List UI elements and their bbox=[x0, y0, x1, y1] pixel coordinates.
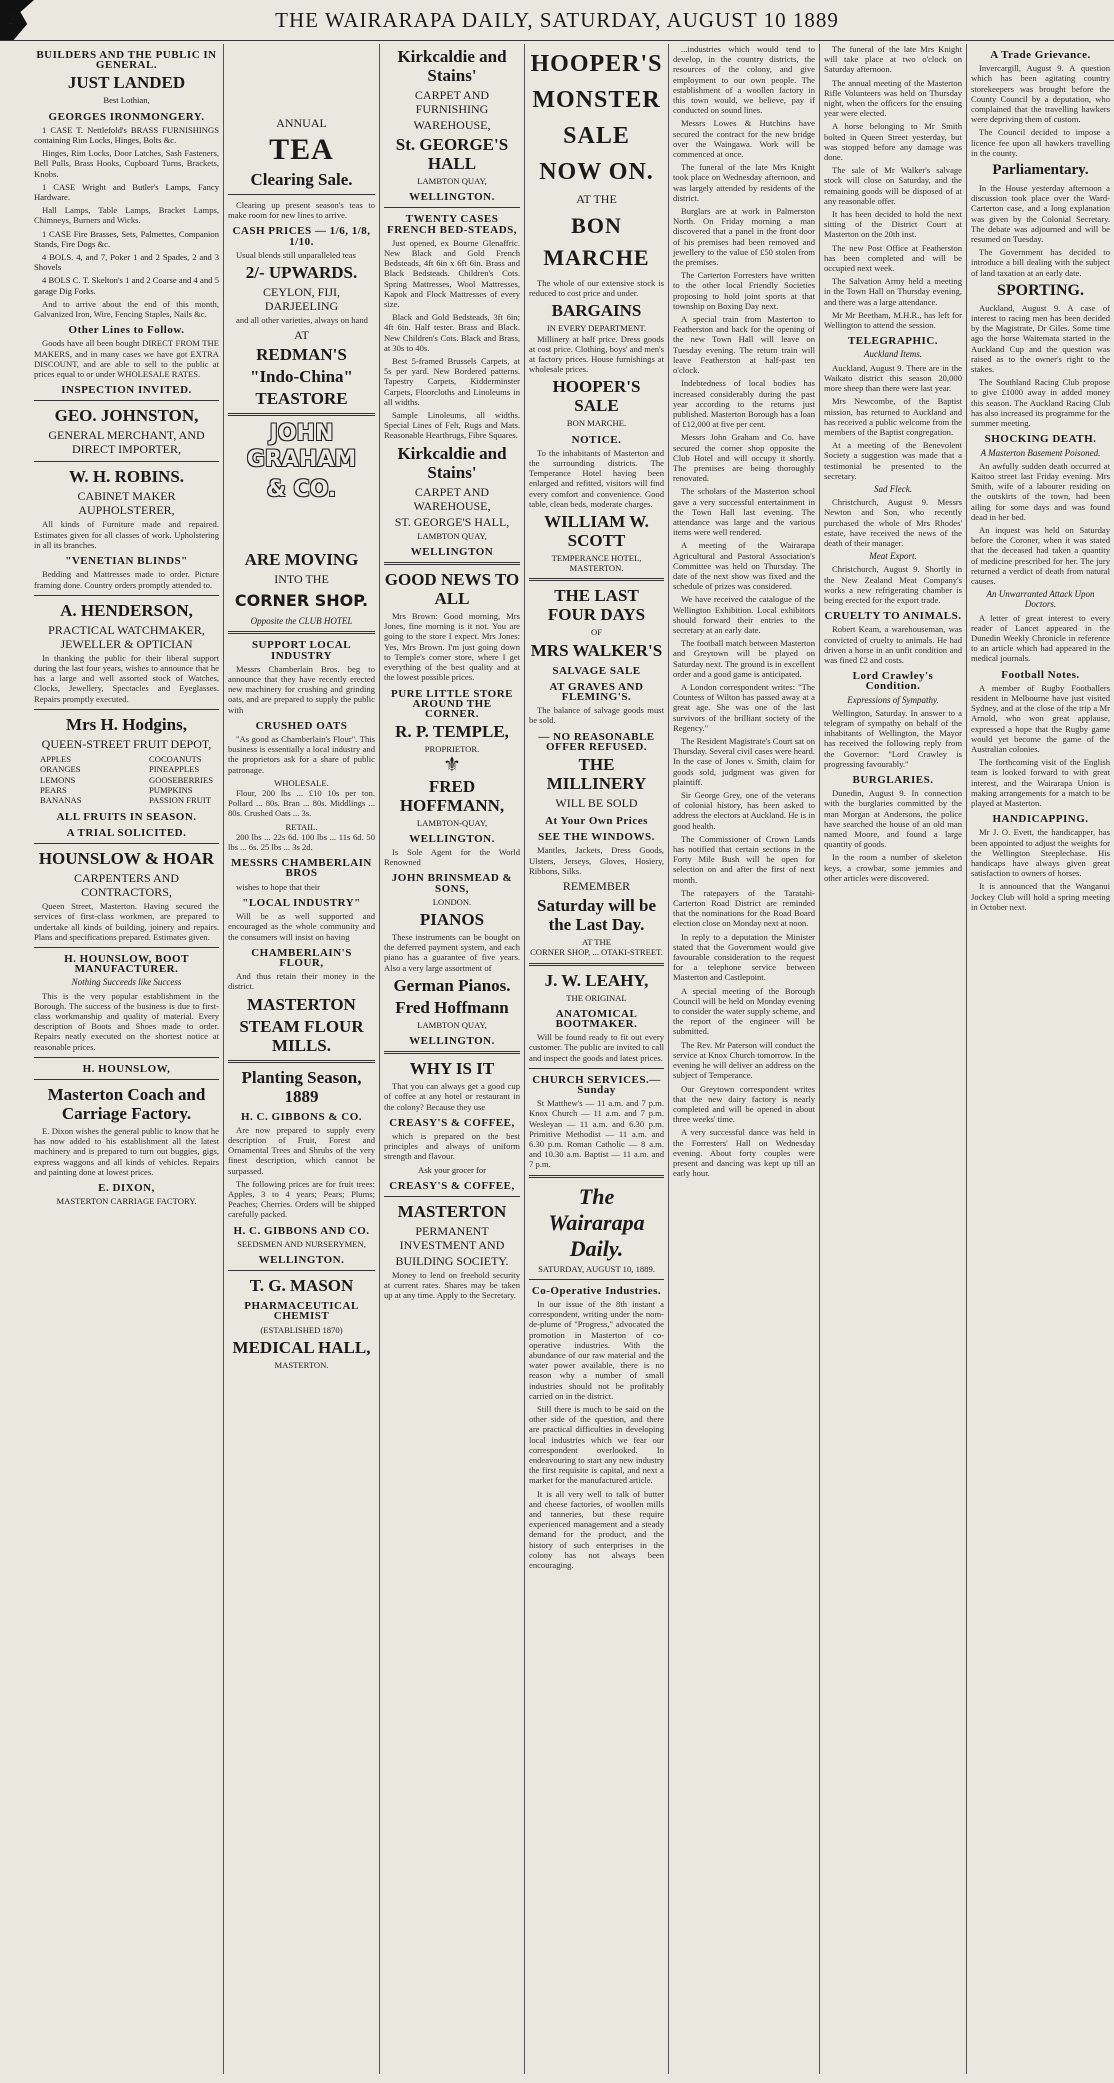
filler-text: Queen Street, Masterton. Having secured the services of first-class workmen, are prepared to undertake all kinds of building, joinery and repairs. Plans and specifications prepared. Estimates given. bbox=[34, 901, 219, 942]
masterton-label: MASTERTON bbox=[397, 1201, 507, 1221]
filler-text: Usual blends still unparalleled teas bbox=[236, 249, 356, 260]
scott-sub: TEMPERANCE HOTEL, bbox=[551, 553, 642, 564]
filler-text: The forthcoming visit of the English team is looked forward to with great interest, and the Wairarapa Union is making arrangements for a match to be played at Masterton. bbox=[971, 757, 1110, 808]
of-label: OF bbox=[591, 627, 602, 638]
are-moving: ARE MOVING bbox=[244, 550, 359, 570]
filler-text: A London correspondent writes: "The Countess of Wilton has passed away at a great age. She was one of the last survivors of the brilliant society of the Regency." bbox=[673, 681, 815, 733]
hounslow-hoar: HOUNSLOW & HOAR bbox=[38, 849, 215, 869]
millinery: THE MILLINERY bbox=[546, 755, 647, 794]
filler-text: A very successful dance was held in the Forresters' Hall on Wednesday evening. About forty couples were present and dancing was kept up till an early hour. bbox=[673, 1127, 815, 1179]
fruit-item: ORANGES bbox=[40, 764, 81, 775]
filler-text: This is the very popular establishment in the Borough. The success of the business is due to first-class workmanship and quality of material. Every description of Boots and Shoes made to order. Repairs neatly executed on the shortest notice at reasonable prices. bbox=[34, 990, 219, 1052]
fruit-item: APPLES bbox=[40, 753, 72, 764]
filler-text: The ratepayers of the Taratahi-Carterton Road District are reminded that the nominations for the Road Board election close on Monday next at noon. bbox=[673, 887, 815, 929]
at-the: AT THE bbox=[576, 192, 617, 206]
filler-text: St Matthew's — 11 a.m. and 7 p.m. Knox Church — 11 a.m. and 7 p.m. Wesleyan — 11 a.m. and 6.30 p.m. Primitive Methodist — 11 a.m. and 6.30 p.m. Roman Catholic — 8 a.m. and 10.30 a.m. Baptist — 11 a.m. and 7 p.m. bbox=[529, 1098, 664, 1170]
header-rule bbox=[0, 40, 1114, 41]
parliamentary-heading: Parliamentary. bbox=[992, 162, 1089, 179]
sale-heading: SALE bbox=[563, 123, 630, 149]
filler-text: A special meeting of the Borough Council will be held on Monday evening to consider the water supply scheme, and the report of the engineer will be submitted. bbox=[673, 985, 815, 1037]
venetian-blinds: "VENETIAN BLINDS" bbox=[65, 555, 188, 568]
fruit-item: PUMPKINS bbox=[149, 784, 193, 795]
filler-text: Mr J. O. Evett, the handicapper, has been appointed to adjust the weights for the Wellington Steeplechase. His handicaps have always given great satisfaction to owners of horses. bbox=[971, 827, 1110, 879]
filler-text: A meeting of the Wairarapa Agricultural and Pastoral Association's Committee was held on Thursday. The date of the next show was fixed and the schedule of prizes was considered. bbox=[673, 540, 815, 592]
case-item: 1 CASE Wright and Butler's Lamps, Fancy Hardware. bbox=[34, 181, 219, 203]
filler-text: 200 lbs ... 22s 6d. 100 lbs ... 11s 6d. 50 lbs ... 6s. 25 lbs ... 3s 2d. bbox=[228, 831, 375, 853]
corner-shop: CORNER SHOP. bbox=[234, 591, 369, 611]
support-local-industry: SUPPORT LOCAL INDUSTRY bbox=[251, 639, 352, 662]
john-graham: JOHN GRAHAM bbox=[246, 421, 357, 473]
last-four-days: THE LAST FOUR DAYS bbox=[547, 586, 646, 625]
masterton-label: MASTERTON bbox=[247, 994, 356, 1014]
filler-text: An awfully sudden death occurred at Kaitoo street last Friday evening. Mrs Smith, wife of a labourer residing on the outskirts of the town, had been ailing for some days and was found dead in her bed. bbox=[971, 460, 1110, 522]
chamberlain-flour: CHAMBERLAIN'S FLOUR, bbox=[251, 946, 352, 969]
filler-text: The Rev. Mr Paterson will conduct the service at Knox Church tomorrow. In the evening he will deliver an address on the subject of Temperance. bbox=[673, 1039, 815, 1081]
fruit-item: LEMONS bbox=[40, 774, 76, 785]
filler-text: The scholars of the Masterton school gave a very successful entertainment in the Town Hall last evening. The attendance was large and the various items were well rendered. bbox=[673, 486, 815, 538]
filler-text: We have received the catalogue of the Wellington Exhibition. Local exhibitors should forward their entries to the secretary at an early date. bbox=[673, 594, 815, 635]
filler-text: Invercargill, August 9. A question which has been agitating country storekeepers was brought before the County Council by a deputation, who complained that the travelling hawkers were depriving them of custom. bbox=[971, 63, 1110, 125]
burglaries-heading: BURGLARIES. bbox=[852, 774, 934, 786]
church-services: CHURCH SERVICES.—Sunday bbox=[532, 1073, 661, 1096]
bon-marche-2: BON MARCHE. bbox=[566, 418, 627, 429]
mason-estab: (ESTABLISHED 1870) bbox=[260, 1324, 343, 1335]
best-lothian: Best Lothian, bbox=[103, 95, 150, 106]
filler-text: Black and Gold Bedsteads, 3ft 6in; 4ft 6in. Half tester. Brass and Black. New Children's Cots. Black and Brass, at 30s to 40s. bbox=[384, 312, 520, 353]
filler-text: Christchurch, August 9. Messrs Newton and Son, who recently purchased the whole of Mrs Rhodes' estate, have received the news of the death of their manager. bbox=[824, 497, 962, 548]
pure-little-store: PURE LITTLE STORE AROUND THE CORNER. bbox=[390, 687, 513, 720]
column-6 bbox=[820, 44, 966, 2074]
sad-fleck: Sad Fleck. bbox=[874, 483, 912, 494]
filler-text: The Council decided to impose a licence fee upon all hawkers travelling in the county. bbox=[971, 127, 1110, 158]
column-3 bbox=[380, 44, 524, 2074]
hoffmann-sub: LAMBTON-QUAY, bbox=[416, 817, 488, 828]
filler-text: The Carterton Forresters have written to the other local Friendly Societies proposing to hold joint sports at that township on Boxing Day next. bbox=[673, 270, 815, 311]
filler-text: A horse belonging to Mr Smith bolted in Queen Street yesterday, but was stopped before any damage was done. bbox=[824, 121, 962, 163]
filler-text: Is Sole Agent for the World Renowned bbox=[384, 846, 520, 868]
column-7 bbox=[967, 44, 1114, 2074]
trade-grievance: A Trade Grievance. bbox=[990, 49, 1091, 61]
filler-text: Goods have all been bought DIRECT FROM THE MAKERS, and in many cases we have got EXTRA DISCOUNT, and are able to sell to the public at prices equal to or under WHOLESALE RATES. bbox=[34, 338, 219, 380]
clearing-sale: Clearing Sale. bbox=[250, 170, 353, 189]
fred-hoffmann: Fred Hoffmann bbox=[395, 997, 509, 1017]
filler-text: Hinges, Rim Locks, Door Latches, Sash Fasteners, Bell Pulls, Brass Hooks, Cupboard Turns, Brackets, Knobs. bbox=[34, 148, 219, 179]
filler-text: The balance of salvage goods must be sold. bbox=[529, 705, 664, 726]
newspaper-title: THE WAIRARAPA DAILY, SATURDAY, AUGUST 10 1889 bbox=[275, 8, 839, 32]
filler-text: Messrs Lowes & Hutchins have secured the contract for the new bridge over the Waingawa. Work will be commenced at once. bbox=[673, 118, 815, 160]
royal-arms-emblem: ⚜ bbox=[443, 754, 461, 777]
creasy-coffee-2: CREASY'S & COFFEE, bbox=[389, 1179, 515, 1192]
builders-heading: BUILDERS AND THE PUBLIC IN GENERAL. bbox=[36, 49, 217, 72]
scott-town: MASTERTON. bbox=[569, 563, 624, 574]
fruit-item: PASSION FRUIT bbox=[149, 795, 212, 806]
filler-text: Christchurch, August 9. Shortly in the New Zealand Meat Company's works a new refrigerating chamber is being erected for the export trade. bbox=[824, 564, 962, 605]
filler-text: In the House yesterday afternoon a discussion took place over the Ward-Carterton case, and a long explanation was given by the Colonial Secretary. The debate was adjourned and will be resumed on Tuesday. bbox=[971, 183, 1110, 245]
ask-grocer: Ask your grocer for bbox=[417, 1164, 486, 1175]
own-prices: At Your Own Prices bbox=[545, 815, 648, 828]
will-be-sold: WILL BE SOLD bbox=[555, 796, 638, 811]
filler-text: And thus retain their money in the district. bbox=[228, 971, 375, 992]
filler-text: To the inhabitants of Masterton and the surrounding districts. The Temperance Hotel having been enlarged and refitted, visitors will find every comfort and convenience. Good table, clean beds, moderate charges. bbox=[529, 447, 664, 509]
fred-sub: LAMBTON QUAY, bbox=[417, 1019, 487, 1030]
filler-text: wishes to hope that their bbox=[236, 881, 321, 892]
filler-text: Burglars are at work in Palmerston North. On Friday morning a man discovered that a panel in the front door of his premises had been removed and jewellery to the value of £50 stolen from the premises. bbox=[673, 206, 815, 268]
filler-text: It is all very well to talk of butter and cheese factories, of woollen mills and tanneries, but these require experienced management and a steady demand for the product, and the history of such enterprises in the colony has not always been encouraging. bbox=[529, 1488, 664, 1571]
filler-text: In the room a number of skeleton keys, a crowbar, some jemmies and other articles were discovered. bbox=[824, 852, 962, 883]
filler-text: The Salvation Army held a meeting in the Town Hall on Thursday evening, and there was a large attendance. bbox=[824, 276, 962, 307]
filler-text: Will be found ready to fit out every customer. The public are invited to call and inspect the goods and latest prices. bbox=[529, 1032, 664, 1063]
graves-fleming: AT GRAVES AND FLEMING'S. bbox=[549, 680, 644, 704]
filler-text: And to arrive about the end of this month, Galvanized Iron, Wire, Fencing Staples, Nails &c. bbox=[34, 298, 219, 320]
basement-poisoned: A Masterton Basement Poisoned. bbox=[980, 447, 1101, 458]
filler-text: Indebtedness of local bodies has increased considerably during the past year according to the returns just published. Masterton Borough has a loan of £12,000 at five per cent. bbox=[673, 378, 815, 430]
filler-text: Messrs Chamberlain Bros. beg to announce that they have recently erected new machinery for crushing and grinding oats, and are prepared to supply the public with bbox=[228, 663, 375, 715]
fruits-season: ALL FRUITS IN SEASON. bbox=[56, 810, 197, 823]
into-the: INTO THE bbox=[274, 572, 329, 587]
crushed-oats: CRUSHED OATS bbox=[255, 719, 348, 732]
cash-prices: CASH PRICES — 1/6, 1/8, 1/10. bbox=[232, 225, 371, 248]
good-news: GOOD NEWS TO ALL bbox=[384, 570, 520, 609]
filler-text: The new Post Office at Featherston has been completed and will be occupied next week. bbox=[824, 242, 962, 274]
filler-text: The funeral of the late Mrs Knight will take place at two o'clock on Saturday afternoon. bbox=[824, 44, 962, 75]
fruit-item: PINEAPPLES bbox=[149, 764, 200, 775]
trial-solicited: A TRIAL SOLICITED. bbox=[66, 826, 187, 839]
st-georges-hall-2: ST. GEORGE'S HALL, bbox=[394, 514, 510, 529]
at-label: AT bbox=[294, 328, 309, 343]
coop-heading: Co-Operative Industries. bbox=[531, 1284, 662, 1297]
monster-heading: MONSTER bbox=[532, 87, 661, 113]
redman-name: REDMAN'S bbox=[256, 345, 347, 365]
why-is-it: WHY IS IT bbox=[409, 1059, 495, 1079]
pianos-label: PIANOS bbox=[419, 909, 485, 929]
sporting-heading: SPORTING. bbox=[996, 281, 1084, 299]
dixon-sub: MASTERTON CARRIAGE FACTORY. bbox=[56, 1196, 197, 1207]
wellington-label-2: WELLINGTON bbox=[410, 545, 494, 558]
at-the-2: AT THE bbox=[581, 937, 612, 948]
sympathy-heading: Expressions of Sympathy. bbox=[847, 694, 939, 705]
hounslow-note: Nothing Succeeds like Success bbox=[71, 977, 182, 988]
column-2 bbox=[224, 44, 379, 2074]
filler-text: In thanking the public for their liberal support during the last four years, wishes to announce that he has a large and well assorted stock of Watches, Clocks, Jewellery, Spectacles and Eyeglasses. Repairs promptly executed. bbox=[34, 652, 219, 704]
hodgins-sub: QUEEN-STREET FRUIT DEPOT, bbox=[41, 736, 212, 751]
filler-text: An inquest was held on Saturday before the Coroner, when it was stated that the deceased had taken a quantity of medicine prescribed for her. The jury returned a verdict of death from natural causes. bbox=[971, 524, 1110, 586]
unwarranted-attack: An Unwarranted Attack Upon Doctors. bbox=[986, 589, 1095, 610]
steam-flour-mills: STEAM FLOUR MILLS. bbox=[239, 1016, 364, 1055]
gibbons-name: H. C. GIBBONS AND CO. bbox=[233, 1224, 370, 1237]
carpet-label-2: CARPET AND WAREHOUSE, bbox=[413, 484, 491, 513]
case-item: 1 CASE T. Nettlefold's BRASS FURNISHINGS containing Rim Locks, Hinges, Bolts &c. bbox=[34, 124, 219, 146]
annual-label: ANNUAL bbox=[276, 116, 327, 130]
henderson-sub: PRACTICAL WATCHMAKER, JEWELLER & OPTICIAN bbox=[48, 622, 205, 651]
other-lines-heading: Other Lines to Follow. bbox=[68, 324, 185, 337]
filler-text: Best 5-framed Brussels Carpets, at 5s per yard. New Bordered patterns. Tapestry Carpets, Kidderminster Carpets, Floorcloths and Linoleums in all widths. bbox=[384, 356, 520, 407]
retail-label: RETAIL. bbox=[285, 821, 318, 832]
leahy-sub: THE ORIGINAL bbox=[566, 992, 627, 1003]
newspaper-header bbox=[0, 0, 1114, 40]
lambton-quay: LAMBTON QUAY, bbox=[417, 176, 487, 186]
inspection-invited: INSPECTION INVITED. bbox=[61, 384, 192, 397]
filler-text: The following prices are for fruit trees: Apples, 3 to 4 years; Pears; Plums; Peaches; Cherries. Orders will be shipped carefully packed. bbox=[228, 1178, 375, 1220]
teastore: TEASTORE bbox=[255, 389, 348, 409]
case-item: 4 BOLS C. T. Skelton's 1 and 2 Coarse and 4 and 5 garage Dig Forks. bbox=[34, 275, 219, 296]
german-pianos: German Pianos. bbox=[393, 975, 511, 995]
filler-text: Auckland, August 9. A case of interest to racing men has been decided by the Magistrate, Dr Giles. Some time ago the horse Waitemata started in the Auckland Cup and the question was raised as to the owner's right to the stakes. bbox=[971, 302, 1110, 375]
hounslow-name: H. HOUNSLOW, bbox=[82, 1062, 171, 1075]
mason-name: T. G. MASON bbox=[249, 1276, 354, 1296]
carpet-label: CARPET AND FURNISHING bbox=[414, 88, 490, 116]
medical-hall: MEDICAL HALL, bbox=[232, 1337, 371, 1357]
filler-text: It is announced that the Wanganui Jockey Club will hold a spring meeting in October next. bbox=[971, 881, 1110, 912]
temple-name: R. P. TEMPLE, bbox=[395, 722, 509, 742]
filler-text: Mr Mr Beetham, M.H.R., has left for Wellington to attend the session. bbox=[824, 309, 962, 331]
brinsmead: JOHN BRINSMEAD & SONS, bbox=[391, 872, 513, 895]
johnston-sub: GENERAL MERCHANT, AND DIRECT IMPORTER, bbox=[48, 428, 205, 457]
creasy-coffee: CREASY'S & COFFEE, bbox=[389, 1116, 515, 1129]
filler-text: These instruments can be bought on the deferred payment system, and each piano has a guarantee of five years. Also a very large assortment of bbox=[384, 931, 520, 973]
masthead: The Wairarapa Daily. bbox=[548, 1183, 645, 1261]
opposite-club: Opposite the CLUB HOTEL bbox=[250, 616, 353, 627]
filler-text: The football match between Masterton and Greytown will be played on Saturday next. The ground is in excellent order and a good game is anticipated. bbox=[673, 638, 815, 679]
filler-text: Messrs John Graham and Co. have secured the corner shop opposite the Club Hotel and will occupy it shortly. The premises are being thoroughly renovated. bbox=[673, 432, 815, 484]
john-graham-co: & CO. bbox=[266, 477, 337, 503]
kirkcaldie-heading: Kirkcaldie and Stains' bbox=[397, 47, 507, 85]
masterton-coach: Masterton Coach and Carriage Factory. bbox=[47, 1085, 206, 1123]
handicapping-heading: HANDICAPPING. bbox=[992, 813, 1089, 826]
filler-text: Mantles, Jackets, Dress Goods, Ulsters, Jerseys, Gloves, Hosiery, Ribbons, Silks. bbox=[529, 845, 664, 876]
mason-pharm: PHARMACEUTICAL CHEMIST bbox=[244, 1300, 359, 1323]
remember: REMEMBER bbox=[562, 879, 631, 894]
filler-text: Our Greytown correspondent writes that the new dairy factory is nearly completed and will be opened in about three weeks' time. bbox=[673, 1083, 815, 1125]
filler-text: In our issue of the 8th instant a correspondent, writing under the nom-de-plume of "Progress," advocated the promotion in Masterton of co-operative industries. With the abundance of our raw material and the water power available, there is no reason why a number of small industries should not be profitably carried on in the district. bbox=[529, 1298, 664, 1401]
hounslow-boot: H. HOUNSLOW, BOOT MANUFACTURER. bbox=[64, 952, 189, 976]
leahy-name: J. W. LEAHY, bbox=[544, 970, 649, 990]
filler-text: Mrs Newcombe, of the Baptist mission, has returned to Auckland and has received a public welcome from the members of the Baptist congregation. bbox=[824, 396, 962, 437]
indo-china: "Indo-China" bbox=[250, 367, 353, 387]
fred-town: WELLINGTON. bbox=[409, 1034, 495, 1047]
hoffmann-town: WELLINGTON. bbox=[409, 832, 495, 845]
wholesale-label: WHOLESALE. bbox=[274, 777, 329, 788]
dixon-name: E. DIXON, bbox=[98, 1182, 155, 1195]
filler-text: Dunedin, August 9. In connection with the burglaries committed by the man Morgan at Andersons, the police have searched the house of an old man named Moore, and found a large quantity of goods. bbox=[824, 788, 962, 850]
filler-text: It has been decided to hold the next sitting of the District Court at Masterton on the 20th inst. bbox=[824, 209, 962, 240]
shocking-death: SHOCKING DEATH. bbox=[984, 433, 1097, 446]
no-reasonable-offer: — NO REASONABLE OFFER REFUSED. bbox=[538, 730, 655, 753]
hoffmann-name: FRED HOFFMANN, bbox=[399, 776, 505, 815]
lambton-quay-2: LAMBTON QUAY, bbox=[417, 530, 487, 541]
filler-text: Bedding and Mattresses made to order. Picture framing done. Country orders promptly attended to. bbox=[34, 569, 219, 590]
twenty-cases: TWENTY CASES FRENCH BED-STEADS, bbox=[386, 213, 518, 236]
mason-town: MASTERTON. bbox=[274, 1359, 329, 1370]
notice-label: NOTICE. bbox=[571, 433, 622, 446]
st-georges-hall: St. GEORGE'S HALL bbox=[395, 135, 509, 173]
gibbons-sub: SEEDSMEN AND NURSERYMEN, bbox=[237, 1238, 366, 1249]
filler-text: "As good as Chamberlain's Flour". This business is essentially a local industry and the proprietors ask for a share of public patronage. bbox=[228, 734, 375, 775]
planting-season: Planting Season, 1889 bbox=[241, 1067, 362, 1106]
hoopers-heading: HOOPER'S bbox=[530, 51, 663, 77]
wellington-label: WELLINGTON. bbox=[409, 191, 495, 204]
masthead-date: SATURDAY, AUGUST 10, 1889. bbox=[538, 1263, 655, 1274]
filler-text: At a meeting of the Benevolent Society a suggestion was made that a testimonial be presented to the secretary. bbox=[824, 440, 962, 481]
meat-export: Meat Export. bbox=[869, 551, 917, 562]
filler-text: Auckland, August 9. There are in the Waikato district this season 20,000 more sheep than there were last year. bbox=[824, 362, 962, 394]
ironmongery-heading: GEORGES IRONMONGERY. bbox=[48, 110, 205, 123]
johnston-name: GEO. JOHNSTON, bbox=[54, 406, 199, 426]
local-industry: "LOCAL INDUSTRY" bbox=[242, 896, 361, 909]
filler-text: Wellington, Saturday. In answer to a telegram of sympathy on behalf of the inhabitants of Wellington, the Mayor has received the following reply from the Governor: "Lord Crawley is progressing favourably." bbox=[824, 707, 962, 769]
filler-text: The annual meeting of the Masterton Rifle Volunteers was held on Thursday night, when the officers for the ensuing year were elected. bbox=[824, 77, 962, 119]
page-number: 2 bbox=[8, 12, 16, 27]
filler-text: The funeral of the late Mrs Knight took place on Wednesday afternoon, and was largely attended by residents of the district. bbox=[673, 162, 815, 203]
gibbons-head: H. C. GIBBONS & CO. bbox=[240, 1110, 363, 1123]
fruit-item: GOOSEBERRIES bbox=[149, 774, 213, 785]
scott-name: WILLIAM W. SCOTT bbox=[544, 512, 649, 551]
walker-name: MRS WALKER'S bbox=[530, 640, 663, 660]
fruit-item: COCOANUTS bbox=[149, 753, 202, 764]
kirkcaldie-heading-2: Kirkcaldie and Stains' bbox=[397, 443, 507, 482]
chamberlain-bros: MESSRS CHAMBERLAIN BROS bbox=[231, 857, 372, 880]
filler-text: In reply to a deputation the Minister stated that the Government would give favourable consideration to the request for a telephone service between Masterton and Castlepoint. bbox=[673, 931, 815, 983]
filler-text: The Resident Magistrate's Court sat on Thursday. Several civil cases were heard. In the case of Jones v. Smith, claim for goods sold, judgment was given for plaintiff. bbox=[673, 736, 815, 787]
filler-text: The whole of our extensive stock is reduced to cost price and under. bbox=[529, 278, 664, 299]
football-notes: Football Notes. bbox=[1001, 668, 1080, 681]
filler-text: Mrs Brown: Good morning, Mrs Jones, fine morning is it not. You are going to the store I expect. Mrs Jones: Yes, Mrs Brown. I'm just going down to Temple's corner store, where I get everything of the best quality and at the lowest possible prices. bbox=[384, 611, 520, 683]
tea-heading: TEA bbox=[269, 133, 334, 166]
corner-shop-label: CORNER SHOP, ... OTAKI-STREET. bbox=[530, 947, 663, 958]
column-5 bbox=[669, 44, 819, 2074]
filler-text: A member of Rugby Footballers resident in Melbourne have just visited Sydney, and at the close of the trip a Mr Arnold, who won great applause, expressed a hope that the Rugby game would yet become the game of the Australian colonies. bbox=[971, 682, 1110, 754]
filler-text: Hall Lamps, Table Lamps, Bracket Lamps, Chimneys, Burners and Wicks. bbox=[34, 205, 219, 226]
saturday-last-day: Saturday will be the Last Day. bbox=[536, 896, 657, 935]
cruelty-heading: CRUELTY TO ANIMALS. bbox=[824, 610, 962, 623]
hodgins-name: Mrs H. Hodgins, bbox=[66, 714, 187, 734]
hounslow-sub: CARPENTERS AND CONTRACTORS, bbox=[73, 871, 180, 900]
hoopers-sale: HOOPER'S SALE bbox=[552, 377, 641, 416]
filler-text: That you can always get a good cup of coffee at any hotel or restaurant in the colony? Because they use bbox=[384, 1081, 520, 1112]
filler-text: Robert Keam, a warehouseman, was convicted of cruelty to animals. He had driven a horse in an unfit condition and was fined £2 and costs. bbox=[824, 624, 962, 665]
filler-text: E. Dixon wishes the general public to know that he has now added to his establishment all the latest machinery and is prepared to turn out buggies, gigs, express waggons and all kinds of vehicles. Repairs and painting done at lowest prices. bbox=[34, 1126, 219, 1177]
fruit-item: PEARS bbox=[40, 784, 67, 795]
see-windows: SEE THE WINDOWS. bbox=[538, 831, 655, 844]
filler-text: Millinery at half price. Dress goods at cost price. Clothing, boys' and men's at factory prices. House furnishings at wholesale prices. bbox=[529, 333, 664, 375]
bon-marche: BON MARCHE bbox=[543, 213, 650, 270]
case-item: 4 BOLS. 4, and 7, Poker 1 and 2 Spades, 2 and 3 Shovels bbox=[34, 252, 219, 273]
filler-text: ...industries which would tend to develop, in the country districts, the resources of the colony, and give employment to our own people. The establishment of a woollen factory in this town would, we believe, pay if conducted on sound lines. bbox=[673, 44, 815, 116]
fruit-item: BANANAS bbox=[40, 795, 82, 806]
filler-text: Clearing up present season's teas to make room for new lines to arrive. bbox=[228, 200, 375, 221]
upwards: 2/- UPWARDS. bbox=[245, 263, 358, 283]
filler-text: The sale of Mr Walker's salvage stock will close on Saturday, and the remaining goods will be disposed of at any reasonable offer. bbox=[824, 165, 962, 206]
crawley-heading: Lord Crawley's Condition. bbox=[852, 670, 934, 693]
london-label: LONDON. bbox=[432, 896, 472, 907]
permanent-investment: PERMANENT INVESTMENT AND bbox=[399, 1223, 505, 1252]
robins-sub: CABINET MAKER AUPHOLSTERER, bbox=[77, 489, 176, 518]
bargains: BARGAINS bbox=[551, 301, 642, 321]
ceylon: CEYLON, FIJI, DARJEELING bbox=[263, 285, 340, 314]
temple-sub: PROPRIETOR. bbox=[424, 744, 480, 755]
filler-text: A special train from Masterton to Featherston and back for the opening of the new Town Hall will leave on Tuesday evening. The return train will leave Featherston at half-past ten o'clock. bbox=[673, 314, 815, 376]
case-item: 1 CASE Fire Brasses, Sets, Palmettes, Companion Stands, Fire Dogs &c. bbox=[34, 228, 219, 249]
just-landed: JUST LANDED bbox=[67, 73, 186, 93]
filler-text: Money to lend on freehold security at current rates. Shares may be taken up at any time. Apply to the Secretary. bbox=[384, 1269, 520, 1301]
filler-text: Just opened, ex Bourne Glenaffric. New Black and Gold French Bedsteads, 4ft 6in x 6ft 6in. Brass and Black Bedsteads. Children's Cots. Spring Mattresses, Wool Mattresses, Kapok and Flock Mattresses of every size. bbox=[384, 237, 520, 310]
auckland-items: Auckland Items. bbox=[864, 349, 922, 360]
filler-text: Sample Linoleums, all widths. Special Lines of Felt, Rugs and Mats. Reasonable Hearthrugs, Fibre Squares. bbox=[384, 410, 520, 441]
filler-text: The Southland Racing Club propose to give £1000 away in added money this season. The Auckland Racing Club has also increased its programme for the summer meeting. bbox=[971, 377, 1110, 429]
filler-text: Sir George Grey, one of the veterans of colonial history, has been asked to address the electors at Auckland. He is in good health. bbox=[673, 790, 815, 831]
salvage-sale: SALVAGE SALE bbox=[552, 664, 641, 677]
filler-text: Flour, 200 lbs ... £10 10s per ton. Pollard ... 80s. Bran ... 80s. Middlings ... 80s. Crushed Oats ... 3s. bbox=[228, 788, 375, 819]
fruit-list bbox=[40, 754, 213, 806]
building-society: BUILDING SOCIETY. bbox=[395, 1253, 509, 1268]
warehouse-label: WAREHOUSE, bbox=[413, 118, 491, 132]
henderson-name: A. HENDERSON, bbox=[60, 600, 193, 620]
filler-text: A letter of great interest to every reader of Lancet appeared in the Dunedin Weekly Chronicle in reference to an article which had appeared in the medical journals. bbox=[971, 612, 1110, 664]
gibbons-town: WELLINGTON. bbox=[258, 1253, 345, 1266]
column-4 bbox=[525, 44, 668, 2074]
leahy-sub-2: ANATOMICAL BOOTMAKER. bbox=[555, 1007, 638, 1030]
every-department: IN EVERY DEPARTMENT. bbox=[546, 323, 647, 334]
filler-text: Will be as well supported and encouraged as the whole community and the consumers will insist on having bbox=[228, 911, 375, 942]
now-on: NOW ON. bbox=[539, 159, 654, 185]
filler-text: Still there is much to be said on the other side of the question, and there are practical difficulties in developing local industries which we fear our correspondent overlooked. In endeavouring to start any new industry the first requisite is capital, and next a market for the manufactured article. bbox=[529, 1403, 664, 1486]
telegraphic-heading: TELEGRAPHIC. bbox=[847, 335, 939, 348]
filler-text: Are now prepared to supply every description of Fruit, Forest and Ornamental Trees and Shrubs of the very finest description, which cannot be surpassed. bbox=[228, 1124, 375, 1176]
filler-text: The Commissioner of Crown Lands has notified that certain sections in the Forty Mile Bush will be open for selection on and after the first of next month. bbox=[673, 833, 815, 885]
filler-text: and all other varieties, always on hand bbox=[236, 315, 368, 326]
filler-text: The Government has decided to introduce a bill dealing with the subject of land taxation at an early date. bbox=[971, 247, 1110, 278]
column-1 bbox=[30, 44, 223, 2074]
robins-name: W. H. ROBINS. bbox=[68, 467, 185, 487]
filler-text: which is prepared on the best principles and always of uniform strength and flavour. bbox=[384, 1130, 520, 1162]
filler-text: All kinds of Furniture made and repaired. Estimates given for all classes of work. Upholstering in all its branches. bbox=[34, 519, 219, 550]
